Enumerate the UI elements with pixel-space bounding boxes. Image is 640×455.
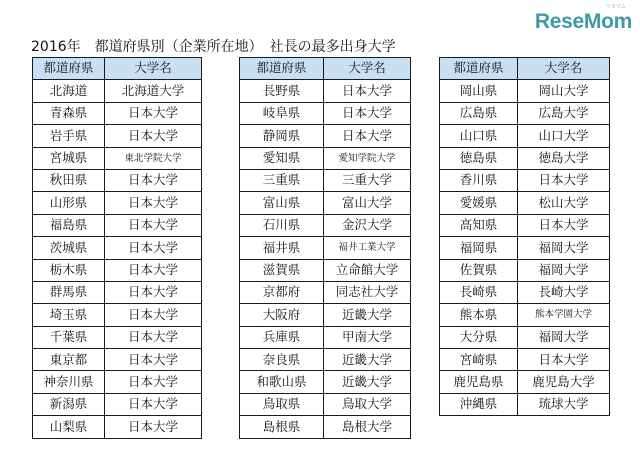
- university-cell: 徳島大学: [518, 147, 610, 169]
- logo-text: ReseMom: [534, 10, 632, 33]
- table-row: [440, 125, 610, 147]
- prefecture-cell: 兵庫県: [240, 326, 324, 348]
- prefecture-cell: 長崎県: [440, 281, 518, 303]
- table-row: [240, 147, 411, 169]
- university-cell: 日本大学: [105, 326, 202, 348]
- prefecture-cell: 宮崎県: [440, 349, 518, 371]
- university-cell: 日本大学: [105, 393, 202, 415]
- table-3: [439, 57, 610, 416]
- university-cell: 富山大学: [324, 192, 411, 214]
- prefecture-cell: 佐賀県: [440, 259, 518, 281]
- university-cell: 広島大学: [518, 102, 610, 124]
- table-row: [33, 416, 202, 438]
- university-cell: 近畿大学: [324, 371, 411, 393]
- table-row: [240, 102, 411, 124]
- university-cell: 福岡大学: [518, 259, 610, 281]
- table-row: [440, 192, 610, 214]
- university-cell: 日本大学: [105, 349, 202, 371]
- table-row: [440, 214, 610, 236]
- table-row: [440, 304, 610, 326]
- university-cell: 日本大学: [105, 281, 202, 303]
- university-cell: 島根大学: [324, 416, 411, 438]
- university-cell: 日本大学: [518, 349, 610, 371]
- table-row: [440, 281, 610, 303]
- table-row: [440, 326, 610, 348]
- table-row: [33, 393, 202, 415]
- table-row: [240, 326, 411, 348]
- header-univ: 大学名: [105, 58, 202, 80]
- table-row: [33, 192, 202, 214]
- resemom-logo[interactable]: [534, 4, 632, 34]
- table-row: [440, 237, 610, 259]
- prefecture-cell: 徳島県: [440, 147, 518, 169]
- prefecture-cell: 茨城県: [33, 237, 105, 259]
- prefecture-cell: 秋田県: [33, 169, 105, 191]
- prefecture-cell: 宮城県: [33, 147, 105, 169]
- university-cell: 熊本学園大学: [518, 304, 610, 326]
- header-pref: 都道府県: [440, 58, 518, 80]
- table-row: [33, 304, 202, 326]
- university-cell: 日本大学: [105, 304, 202, 326]
- header-univ: 大学名: [324, 58, 411, 80]
- university-cell: 日本大学: [324, 102, 411, 124]
- prefecture-cell: 熊本県: [440, 304, 518, 326]
- table-row: [440, 393, 610, 415]
- prefecture-cell: 埼玉県: [33, 304, 105, 326]
- table-row: [33, 102, 202, 124]
- university-cell: 岡山大学: [518, 80, 610, 102]
- table-row: [240, 125, 411, 147]
- university-cell: 日本大学: [518, 169, 610, 191]
- university-cell: 北海道大学: [105, 80, 202, 102]
- prefecture-cell: 滋賀県: [240, 259, 324, 281]
- university-cell: 日本大学: [105, 125, 202, 147]
- prefecture-cell: 和歌山県: [240, 371, 324, 393]
- prefecture-cell: 岐阜県: [240, 102, 324, 124]
- table-1: [32, 57, 202, 439]
- table-row: [440, 259, 610, 281]
- table-row: [240, 80, 411, 102]
- prefecture-cell: 大分県: [440, 326, 518, 348]
- table-row: [240, 214, 411, 236]
- table-row: [440, 349, 610, 371]
- prefecture-cell: 岡山県: [440, 80, 518, 102]
- header-univ: 大学名: [518, 58, 610, 80]
- table-row: [440, 102, 610, 124]
- prefecture-cell: 香川県: [440, 169, 518, 191]
- page-title: 2016年 都道府県別（企業所在地） 社長の最多出身大学: [31, 39, 396, 55]
- table-row: [33, 281, 202, 303]
- university-cell: 日本大学: [324, 125, 411, 147]
- prefecture-cell: 愛媛県: [440, 192, 518, 214]
- university-cell: 福井工業大学: [324, 237, 411, 259]
- prefecture-cell: 福岡県: [440, 237, 518, 259]
- table-row: [240, 304, 411, 326]
- header-pref: 都道府県: [33, 58, 105, 80]
- prefecture-cell: 島根県: [240, 416, 324, 438]
- table-row: [33, 214, 202, 236]
- header-row: [440, 58, 610, 80]
- table-row: [440, 371, 610, 393]
- university-cell: 日本大学: [518, 214, 610, 236]
- university-cell: 近畿大学: [324, 304, 411, 326]
- prefecture-cell: 山梨県: [33, 416, 105, 438]
- university-cell: 甲南大学: [324, 326, 411, 348]
- prefecture-cell: 沖縄県: [440, 393, 518, 415]
- prefecture-cell: 三重県: [240, 169, 324, 191]
- table-row: [440, 147, 610, 169]
- university-cell: 日本大学: [105, 169, 202, 191]
- university-cell: 福岡大学: [518, 326, 610, 348]
- table-row: [240, 416, 411, 438]
- table-row: [33, 371, 202, 393]
- table-row: [240, 192, 411, 214]
- prefecture-cell: 高知県: [440, 214, 518, 236]
- university-cell: 長崎大学: [518, 281, 610, 303]
- university-cell: 日本大学: [105, 259, 202, 281]
- table-row: [240, 237, 411, 259]
- prefecture-cell: 鳥取県: [240, 393, 324, 415]
- university-cell: 近畿大学: [324, 349, 411, 371]
- prefecture-cell: 鹿児島県: [440, 371, 518, 393]
- prefecture-cell: 大阪府: [240, 304, 324, 326]
- university-cell: 同志社大学: [324, 281, 411, 303]
- prefecture-cell: 新潟県: [33, 393, 105, 415]
- prefecture-cell: 広島県: [440, 102, 518, 124]
- table-row: [33, 237, 202, 259]
- table-row: [240, 393, 411, 415]
- university-cell: 東北学院大学: [105, 147, 202, 169]
- university-cell: 琉球大学: [518, 393, 610, 415]
- table-row: [33, 80, 202, 102]
- prefecture-cell: 京都府: [240, 281, 324, 303]
- university-cell: 金沢大学: [324, 214, 411, 236]
- university-cell: 愛知学院大学: [324, 147, 411, 169]
- prefecture-cell: 岩手県: [33, 125, 105, 147]
- table-row: [240, 259, 411, 281]
- university-cell: 松山大学: [518, 192, 610, 214]
- table-row: [33, 169, 202, 191]
- university-cell: 日本大学: [105, 214, 202, 236]
- header-pref: 都道府県: [240, 58, 324, 80]
- prefecture-cell: 長野県: [240, 80, 324, 102]
- table-row: [33, 259, 202, 281]
- prefecture-cell: 静岡県: [240, 125, 324, 147]
- header-row: [33, 58, 202, 80]
- logo-tagline: リセマム: [606, 4, 626, 10]
- university-cell: 日本大学: [105, 237, 202, 259]
- prefecture-cell: 東京都: [33, 349, 105, 371]
- university-cell: 日本大学: [324, 80, 411, 102]
- university-cell: 日本大学: [105, 102, 202, 124]
- table-row: [240, 169, 411, 191]
- prefecture-cell: 千葉県: [33, 326, 105, 348]
- prefecture-cell: 栃木県: [33, 259, 105, 281]
- table-row: [440, 80, 610, 102]
- university-cell: 日本大学: [105, 192, 202, 214]
- university-cell: 鳥取大学: [324, 393, 411, 415]
- prefecture-cell: 群馬県: [33, 281, 105, 303]
- table-row: [33, 125, 202, 147]
- table-row: [240, 281, 411, 303]
- prefecture-cell: 青森県: [33, 102, 105, 124]
- table-row: [240, 371, 411, 393]
- table-2: [239, 57, 411, 439]
- prefecture-cell: 奈良県: [240, 349, 324, 371]
- prefecture-cell: 福島県: [33, 214, 105, 236]
- university-cell: 日本大学: [105, 416, 202, 438]
- table-row: [240, 349, 411, 371]
- university-cell: 三重大学: [324, 169, 411, 191]
- university-cell: 日本大学: [105, 371, 202, 393]
- prefecture-cell: 山形県: [33, 192, 105, 214]
- prefecture-cell: 福井県: [240, 237, 324, 259]
- prefecture-cell: 富山県: [240, 192, 324, 214]
- prefecture-cell: 神奈川県: [33, 371, 105, 393]
- university-cell: 鹿児島大学: [518, 371, 610, 393]
- prefecture-cell: 石川県: [240, 214, 324, 236]
- prefecture-cell: 山口県: [440, 125, 518, 147]
- university-cell: 山口大学: [518, 125, 610, 147]
- university-cell: 立命館大学: [324, 259, 411, 281]
- table-row: [33, 326, 202, 348]
- table-row: [440, 169, 610, 191]
- university-cell: 福岡大学: [518, 237, 610, 259]
- header-row: [240, 58, 411, 80]
- table-row: [33, 349, 202, 371]
- prefecture-cell: 北海道: [33, 80, 105, 102]
- table-row: [33, 147, 202, 169]
- prefecture-cell: 愛知県: [240, 147, 324, 169]
